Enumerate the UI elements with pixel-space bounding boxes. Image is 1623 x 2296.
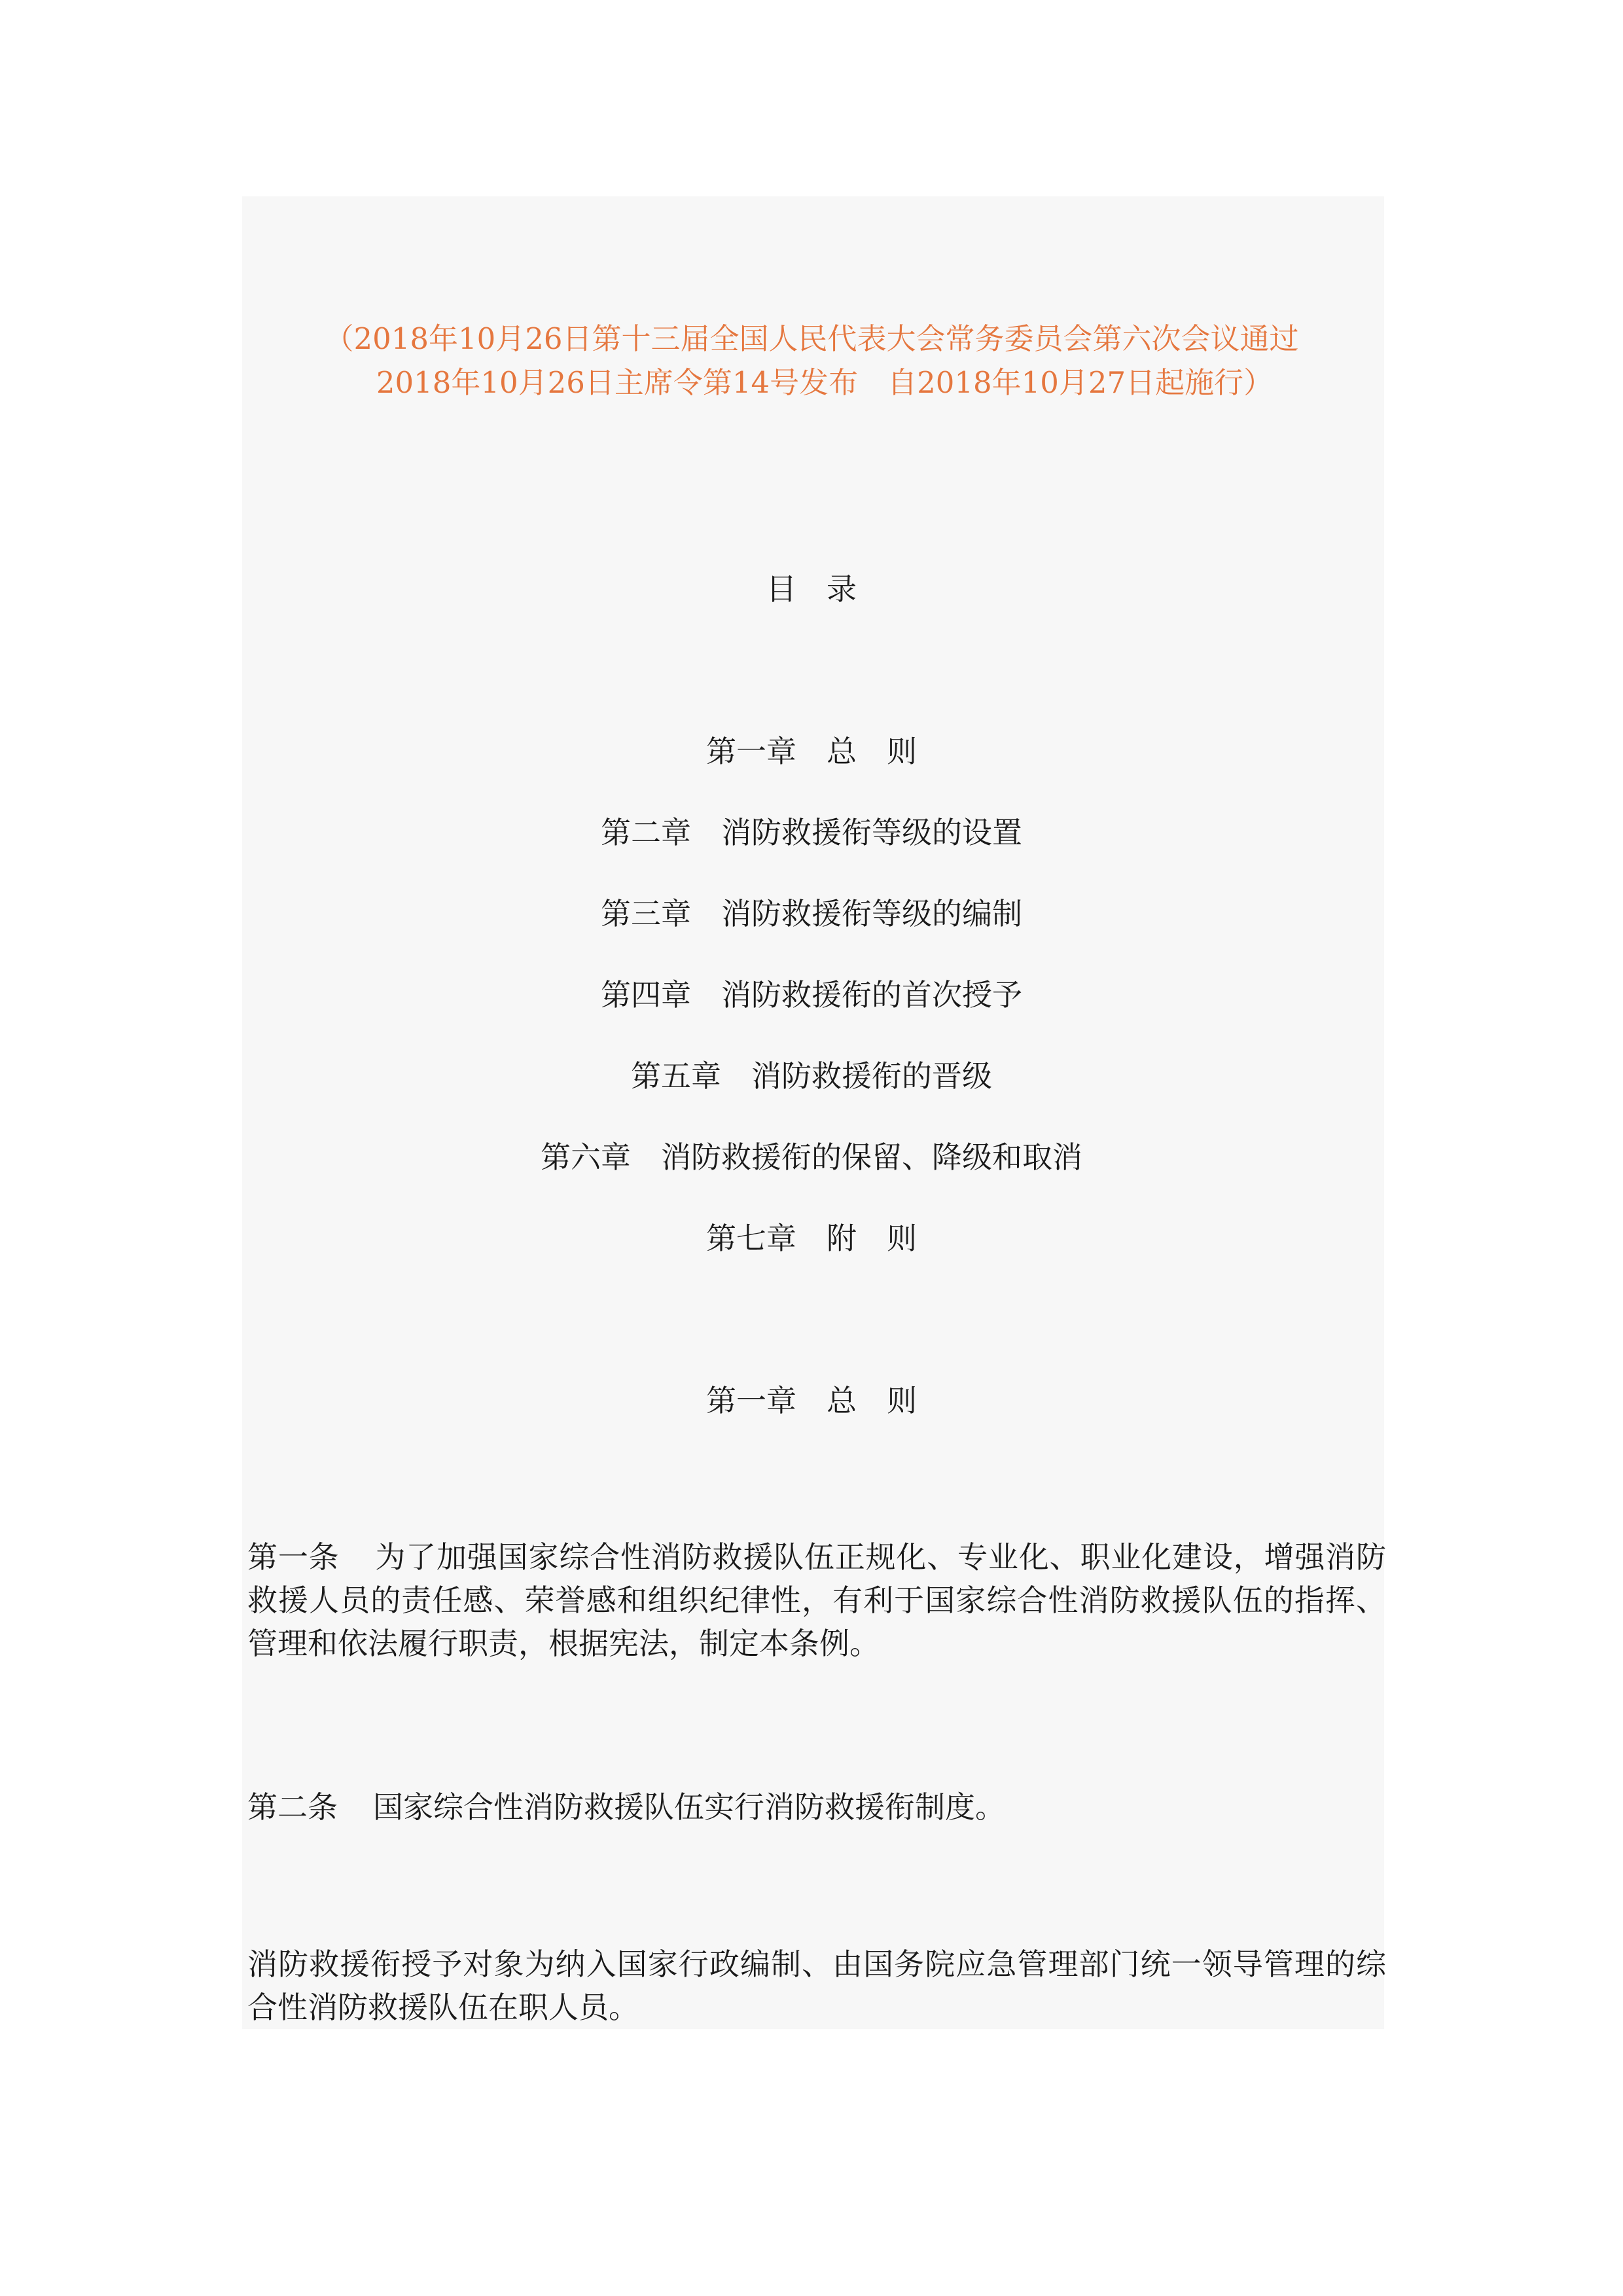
toc-item: 第二章 消防救援衔等级的设置: [601, 815, 1022, 850]
toc-item: 第五章 消防救援衔的晋级: [631, 1058, 992, 1094]
header-line-2: 2018年10月26日主席令第14号发布 自2018年10月27日起施行）: [376, 365, 1274, 400]
header-line-1: （2018年10月26日第十三届全国人民代表大会常务委员会第六次会议通过: [324, 321, 1299, 356]
article-label: 第一条: [247, 1539, 340, 1575]
article-1: [247, 1535, 1386, 1665]
article-2-paragraph: [247, 1943, 1386, 2029]
article-text: 消防救援衔授予对象为纳入国家行政编制、由国务院应急管理部门统一领导管理的综合性消防救援队伍在职人员。: [247, 1946, 1386, 2025]
article-text: 为了加强国家综合性消防救援队伍正规化、专业化、职业化建设，增强消防救援人员的责任感、荣誉感和组织纪律性，有利于国家综合性消防救援队伍的指挥、管理和依法履行职责，根据宪法，制定本条例。: [247, 1539, 1386, 1661]
chapter-heading: 第一章 总 则: [706, 1383, 917, 1418]
toc-item: 第三章 消防救援衔等级的编制: [601, 896, 1022, 931]
article-text: 国家综合性消防救援队伍实行消防救援衔制度。: [373, 1789, 1005, 1825]
document-body: [242, 196, 1384, 2029]
toc-title: 目 录: [766, 571, 857, 607]
toc-item: 第四章 消防救援衔的首次授予: [601, 977, 1022, 1013]
article-label: 第二条: [247, 1789, 338, 1825]
toc-item: 第六章 消防救援衔的保留、降级和取消: [541, 1139, 1082, 1175]
toc-item: 第一章 总 则: [706, 734, 917, 769]
toc-item: 第七章 附 则: [706, 1221, 917, 1256]
article-2: [247, 1785, 1386, 1829]
